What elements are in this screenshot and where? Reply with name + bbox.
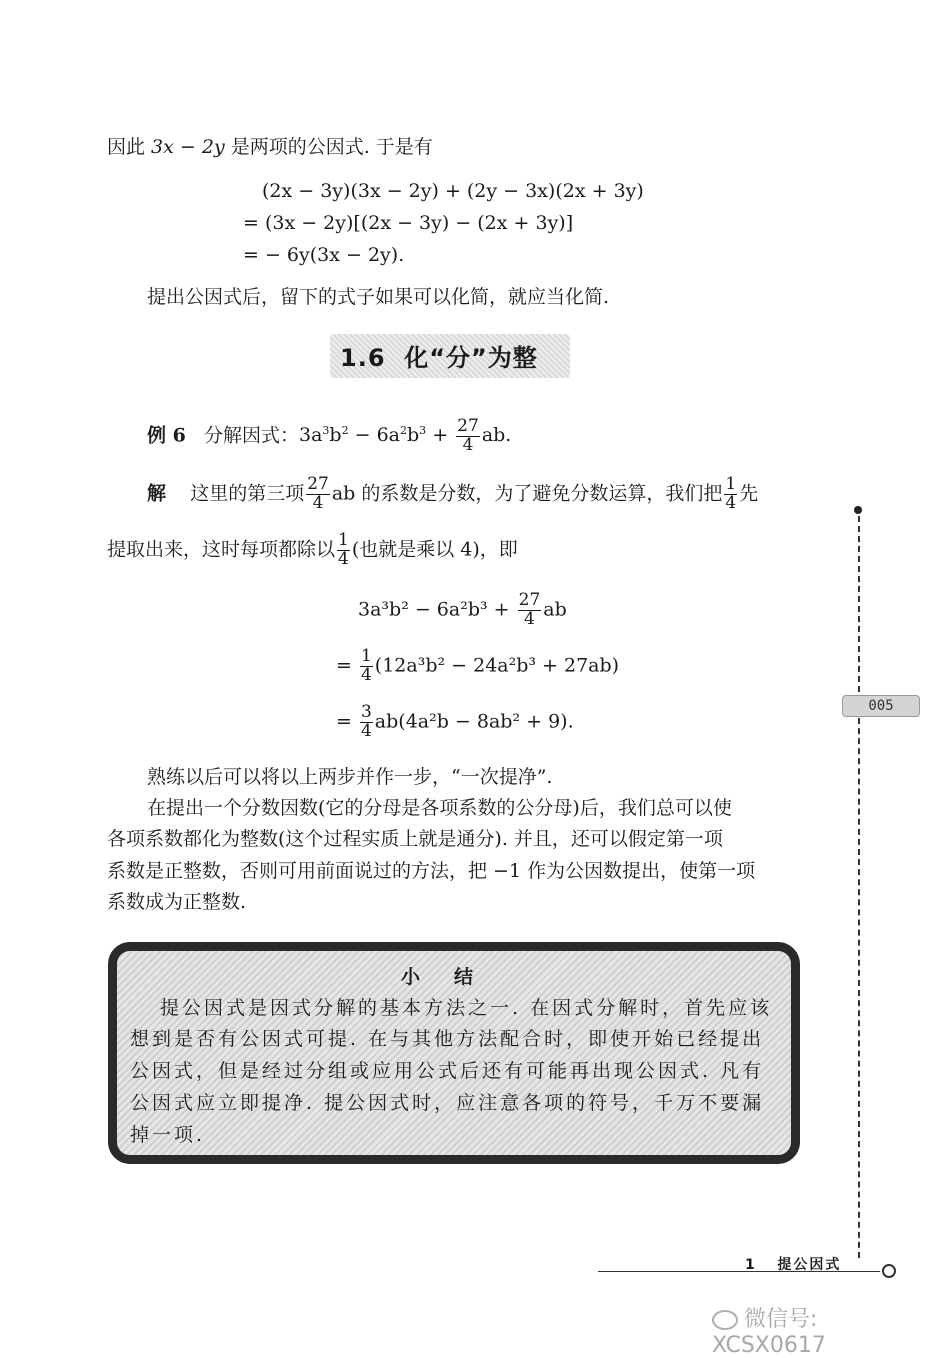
frac-num: 27 [457, 416, 479, 436]
section-number: 1.6 [340, 344, 386, 372]
watermark [712, 1302, 930, 1358]
margin-dash-bottom [858, 718, 860, 1258]
section-title: 化“分”为整 [404, 344, 538, 372]
page-number: 005 [842, 695, 920, 717]
solution-line2b: (也就是乘以 4)，即 [351, 538, 518, 561]
expr-a: 3a [298, 424, 323, 447]
frac3-den: 4 [338, 548, 349, 569]
para-line-3: 系数是正整数，否则可用前面说过的方法，把 −1 作为公因数提出，使第一项 [107, 860, 756, 882]
solution-line2a: 提取出来，这时每项都除以 [107, 538, 336, 561]
eq2-l2-frac [360, 648, 373, 685]
eq2-l3-num: 3 [360, 702, 372, 722]
footer-chapter-number: 1 [745, 1257, 757, 1273]
margin-dot-icon [854, 506, 862, 514]
margin-dash-top [858, 516, 860, 692]
summary-line-0: 提公因式是因式分解的基本方法之一. 在因式分解时，首先应该 [160, 997, 773, 1019]
eq1-line3: = − 6y(3x − 2y). [243, 244, 405, 266]
section-heading [340, 338, 538, 373]
footer-chapter [745, 1254, 841, 1274]
expr-e: + [426, 424, 455, 447]
example-task: 分解因式： [203, 424, 299, 447]
eq2-l1-pre: 3a³b² − 6a²b³ + [358, 598, 516, 621]
eq2-l1-num: 27 [518, 590, 541, 610]
solution-frac3 [337, 532, 350, 569]
footer-circle-icon [882, 1264, 896, 1278]
expr-f: ab. [481, 424, 512, 447]
example-label: 例 6 [147, 424, 186, 447]
intro-line [107, 138, 433, 157]
para-line-2: 各项系数都化为整数(这个过程实质上就是通分). 并且，还可以假定第一项 [107, 828, 723, 850]
para-line-0: 熟练以后可以将以上两步并作一步，“一次提净”. [147, 766, 553, 788]
eq2-line3 [336, 704, 574, 741]
frac-den: 4 [462, 434, 474, 455]
solution-label: 解 [147, 482, 167, 505]
intro-prefix: 因此 [107, 136, 152, 158]
example-fraction [456, 418, 480, 455]
footer-chapter-title: 提公因式 [777, 1257, 842, 1273]
intro-suffix: 是两项的公因式. 于是有 [224, 136, 433, 158]
frac2-num: 1 [725, 474, 737, 494]
para-line-4: 系数成为正整数. [107, 891, 247, 913]
eq2-l2-den: 4 [360, 664, 372, 685]
summary-line-3: 公因式应立即提净. 提公因式时，应注意各项的符号，千万不要漏 [130, 1092, 765, 1114]
summary-line-2: 公因式，但是经过分组或应用公式后还有可能再出现公因式. 凡有 [130, 1060, 765, 1082]
summary-line-4: 掉一项. [130, 1124, 206, 1146]
solution-line2 [107, 532, 518, 569]
solution-line1b: ab 的系数是分数，为了避免分数运算，我们把 [331, 482, 723, 505]
note1: 提出公因式后，留下的式子如果可以化简，就应当化简. [147, 286, 610, 308]
eq2-l2-num: 1 [360, 646, 372, 666]
eq1-line1: (2x − 3y)(3x − 2y) + (2y − 3x)(2x + 3y) [262, 180, 644, 202]
frac2-den: 4 [725, 492, 737, 513]
expr-c: − 6a [348, 424, 400, 447]
expr-d: b [407, 424, 420, 447]
intro-expr: 3x − 2y [151, 136, 225, 158]
eq2-l2-pre: = [336, 654, 358, 677]
frac1-num: 27 [307, 474, 329, 494]
eq2-line2 [336, 648, 619, 685]
eq2-line1 [358, 592, 567, 629]
summary-title: 小结 [400, 966, 507, 988]
solution-line1c: 先 [739, 482, 759, 505]
eq2-l1-frac [518, 592, 542, 629]
eq2-l3-post: ab(4a²b − 8ab² + 9). [374, 710, 574, 733]
solution-frac1 [306, 476, 330, 513]
eq2-l3-pre: = [336, 710, 358, 733]
expr-b: b [329, 424, 342, 447]
example-line: 例 6 分解因式：$3a^3b^2 - 6a^2b^3$ + $\frac{27}{4}$ ab. [147, 416, 512, 455]
para-line-1: 在提出一个分数因数(它的分母是各项系数的公分母)后，我们总可以使 [147, 797, 732, 819]
solution-line1a: 这里的第三项 [190, 482, 305, 505]
summary-line-1: 想到是否有公因式可提. 在与其他方法配合时，即使开始已经提出 [130, 1028, 765, 1050]
eq2-l2-post: (12a³b² − 24a²b³ + 27ab) [374, 654, 620, 677]
eq2-l3-frac [360, 704, 373, 741]
wechat-icon [712, 1310, 738, 1330]
eq2-l1-den: 4 [524, 608, 535, 629]
watermark-text: 微信号: XCSX0617 [712, 1307, 826, 1358]
frac3-num: 1 [338, 530, 349, 550]
eq2-l1-post: ab [543, 598, 567, 621]
eq2-l3-den: 4 [360, 720, 372, 741]
frac1-den: 4 [312, 492, 324, 513]
eq1-line2: = (3x − 2y)[(2x − 3y) − (2x + 3y)] [243, 212, 574, 234]
solution-line1 [147, 476, 758, 513]
solution-frac2 [724, 476, 737, 513]
